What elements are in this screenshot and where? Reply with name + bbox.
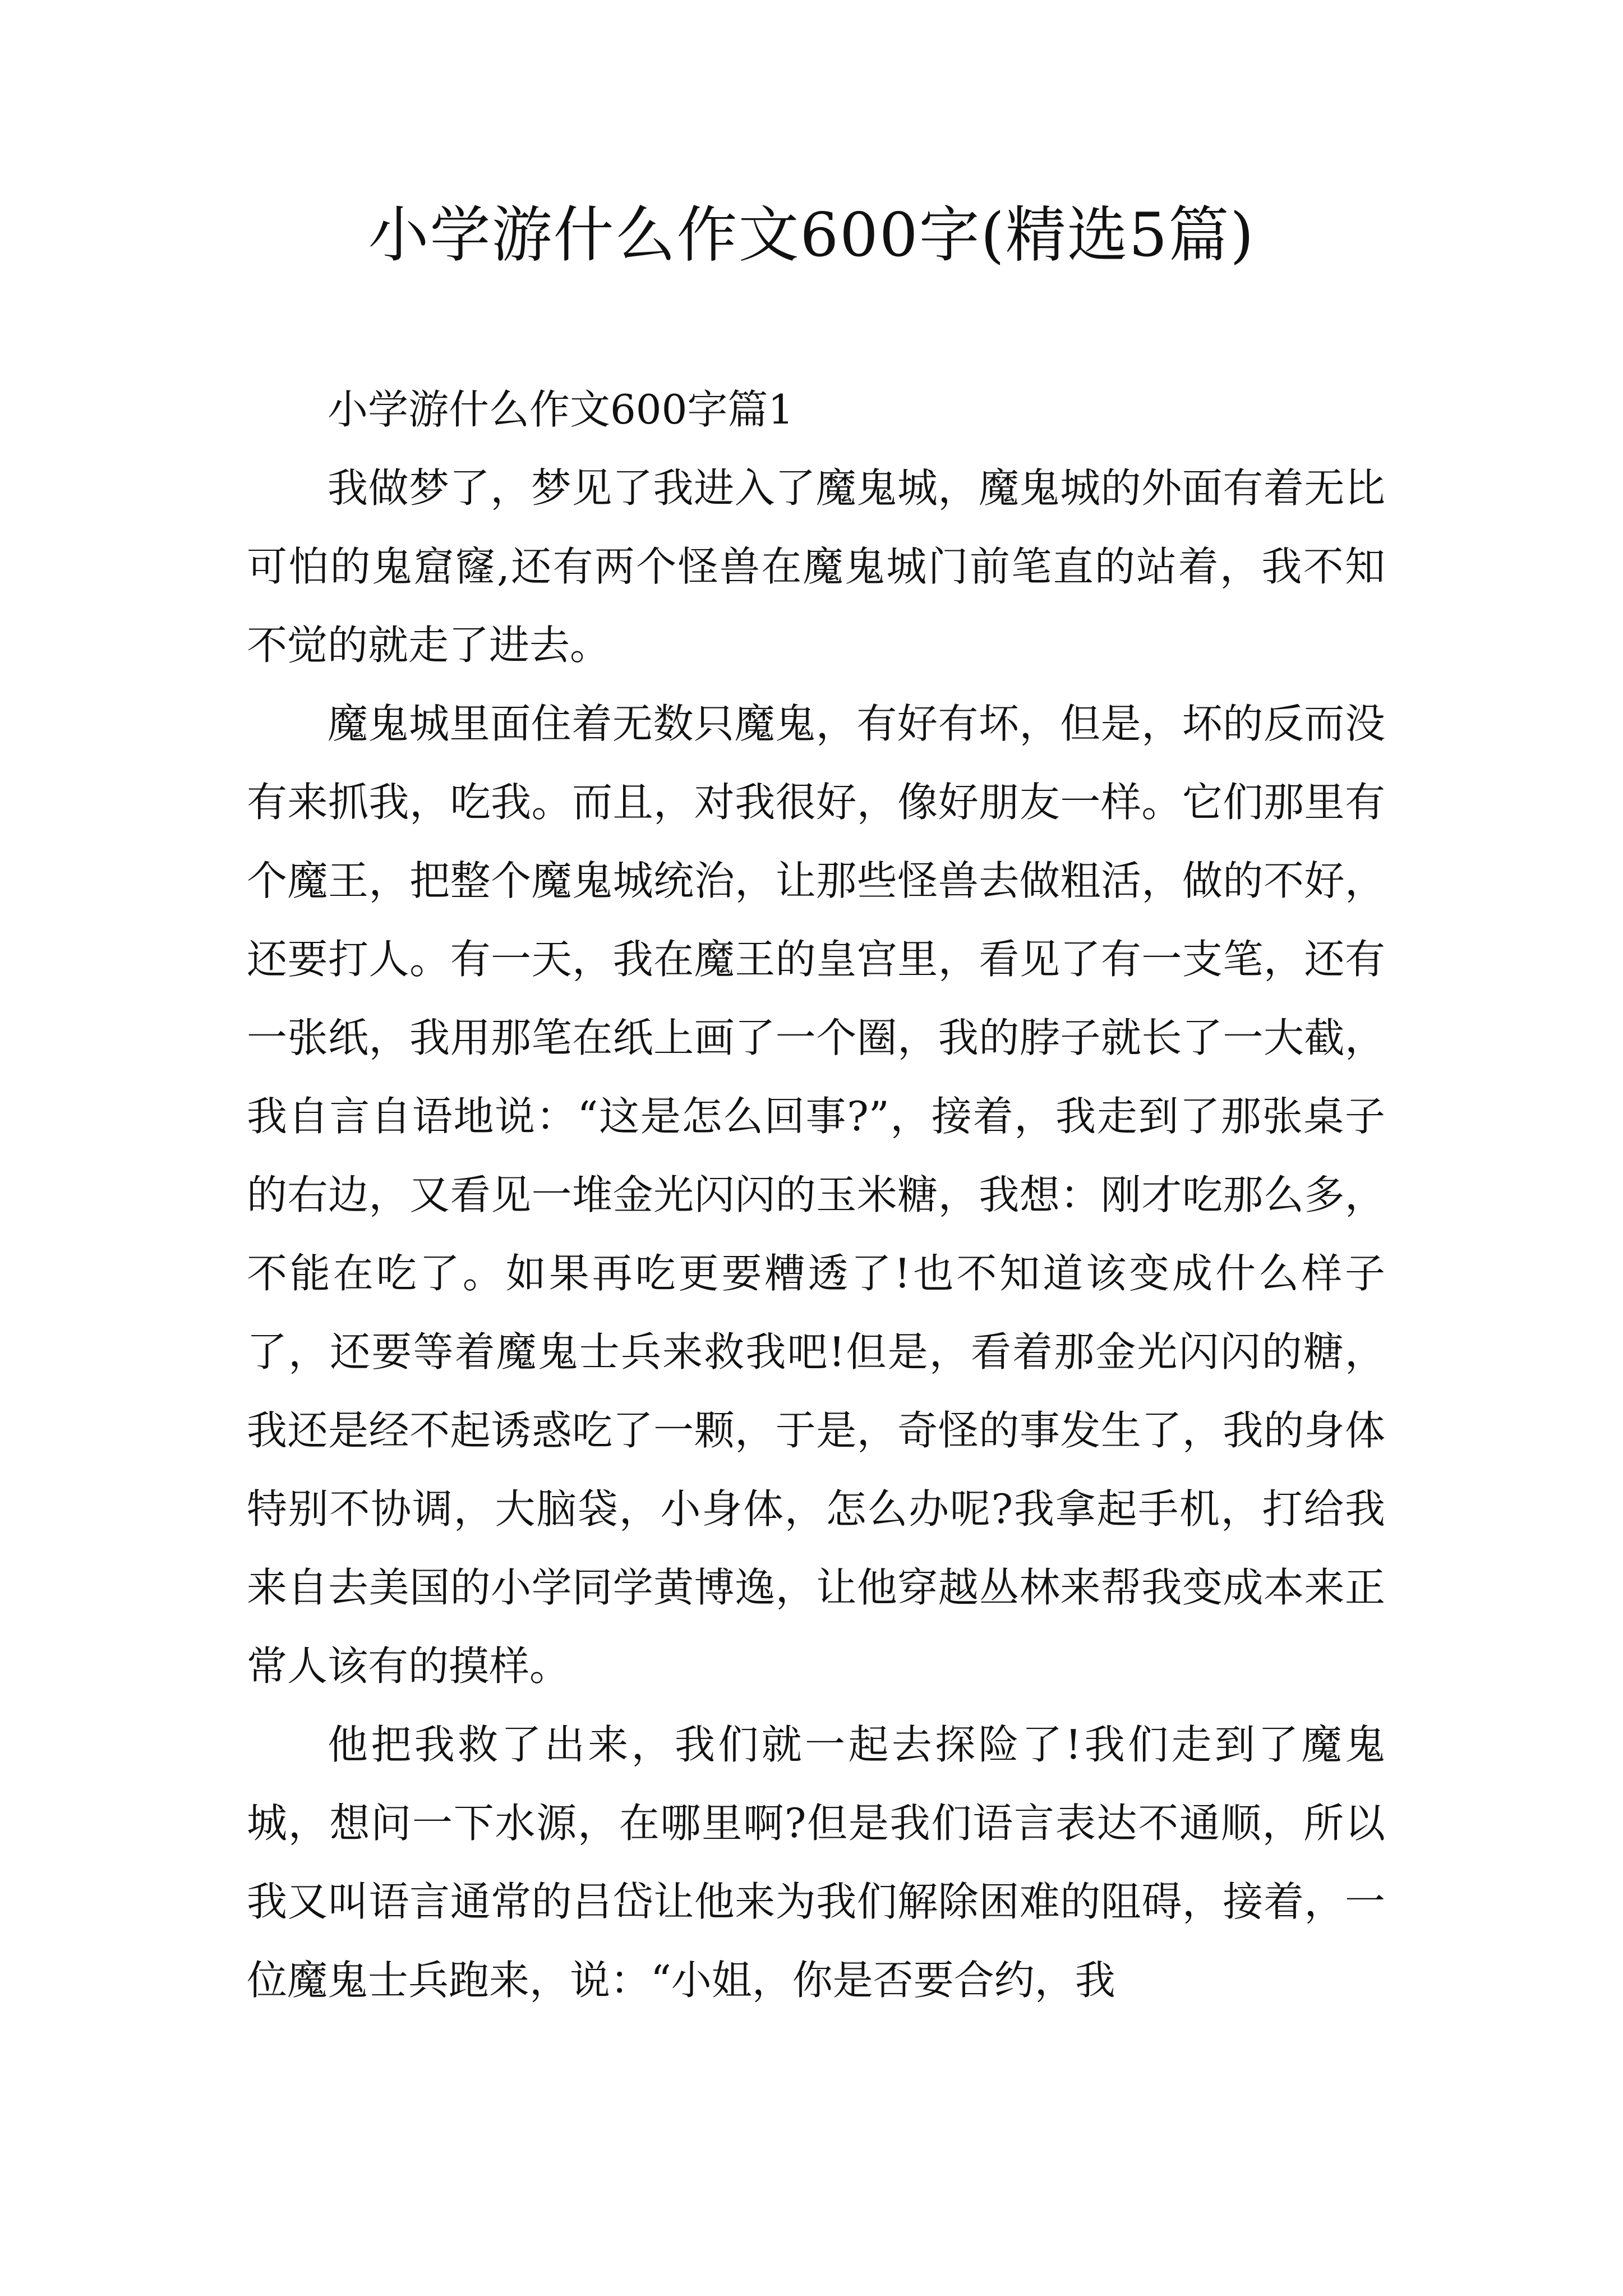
paragraph-1: 我做梦了，梦见了我进入了魔鬼城，魔鬼城的外面有着无比可怕的鬼窟窿,还有两个怪兽在魔鬼城门前笔直的站着，我不知不觉的就走了进去。 — [247, 464, 1385, 669]
document-body — [247, 370, 1385, 2019]
section-heading: 小学游什么作文600字篇1 — [328, 386, 794, 433]
paragraph-3: 他把我救了出来，我们就一起去探险了!我们走到了魔鬼城，想问一下水源，在哪里啊?但是我们语言表达不通顺，所以我又叫语言通常的吕岱让他来为我们解除困难的阻碍，接着，一位魔鬼士兵跑来，说：“小姐，你是否要合约，我 — [247, 1721, 1385, 2004]
document-title: 小学游什么作文600字(精选5篇) — [368, 200, 1255, 270]
paragraph-2: 魔鬼城里面住着无数只魔鬼，有好有坏，但是，坏的反而没有来抓我，吃我。而且，对我很好，像好朋友一样。它们那里有个魔王，把整个魔鬼城统治，让那些怪兽去做粗活，做的不好，还要打人。有一天，我在魔王的皇宫里，看见了有一支笔，还有一张纸，我用那笔在纸上画了一个圈，我的脖子就长了一大截，我自言自语地说：“这是怎么回事?”，接着，我走到了那张桌子的右边，又看见一堆金光闪闪的玉米糖，我想：刚才吃那么多，不能在吃了。如果再吃更要糟透了!也不知道该变成什么样子了，还要等着魔鬼士兵来救我吧!但是，看着那金光闪闪的糖，我还是经不起诱惑吃了一颗，于是，奇怪的事发生了，我的身体特别不协调，大脑袋，小身体，怎么办呢?我拿起手机，打给我来自去美国的小学同学黄博逸，让他穿越丛林来帮我变成本来正常人该有的摸样。 — [247, 700, 1385, 1690]
